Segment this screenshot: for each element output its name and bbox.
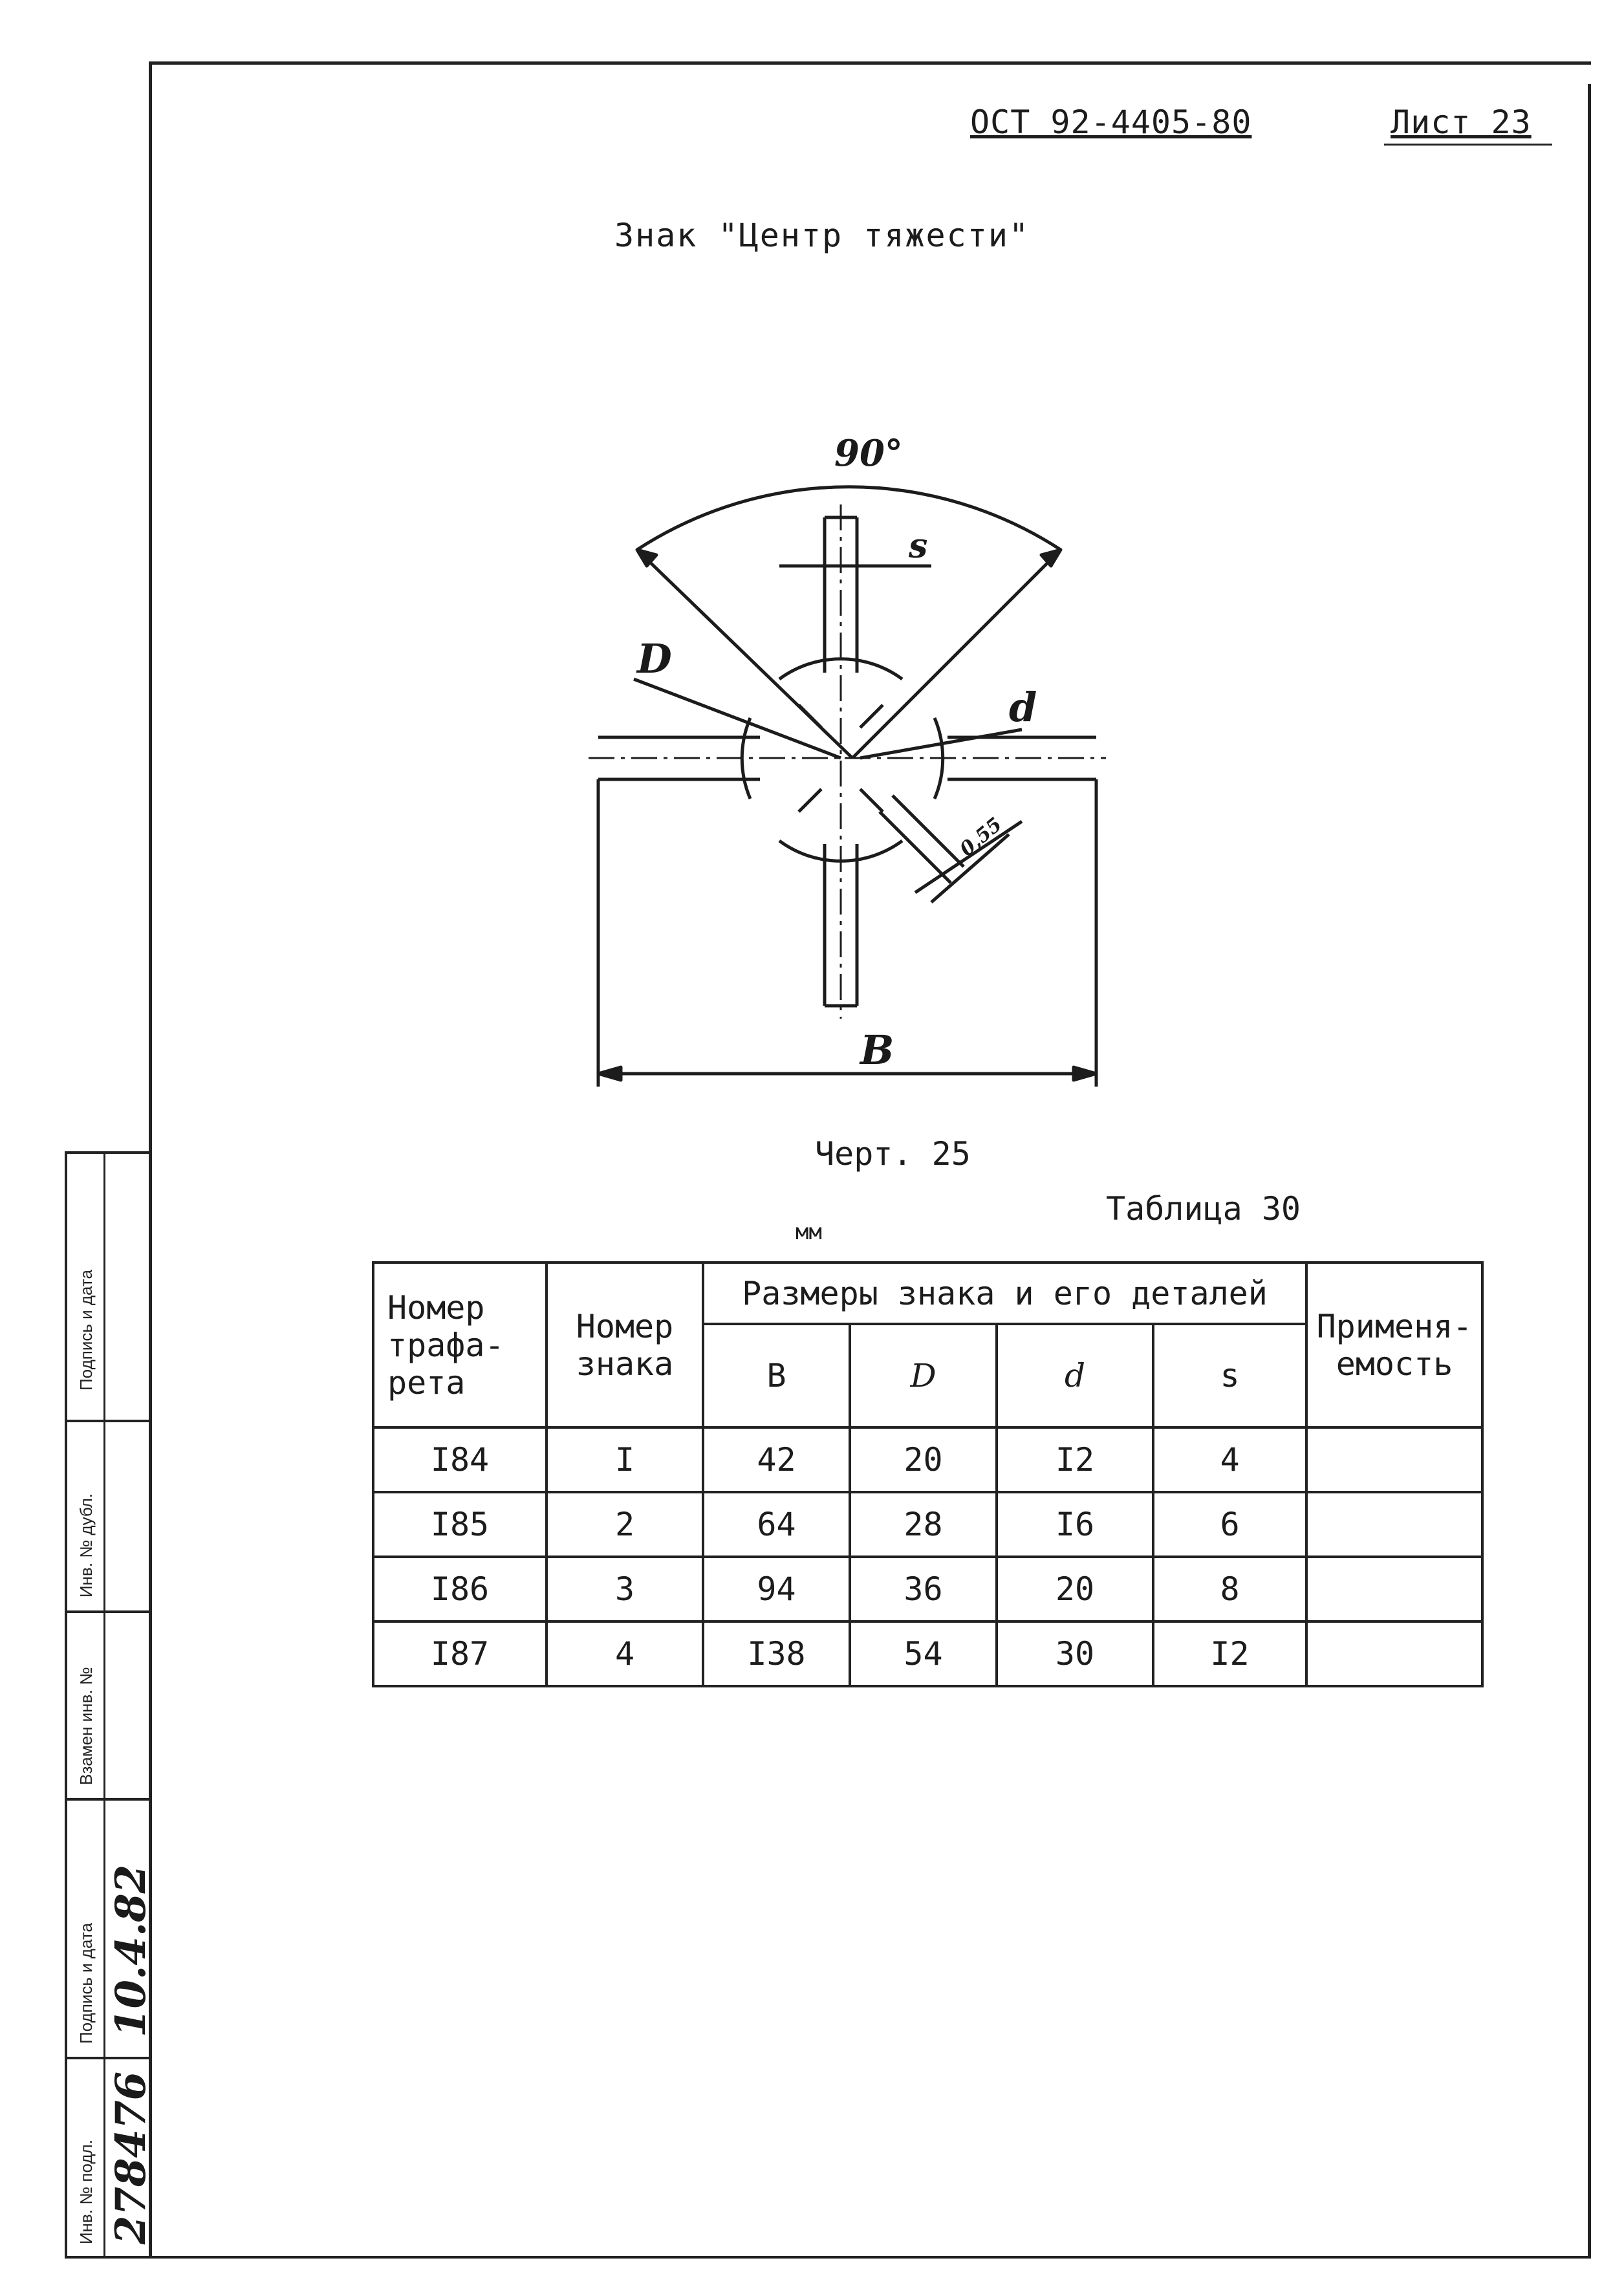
stamp-left-line (65, 1151, 67, 2259)
stamp-mid-line (103, 1151, 105, 2259)
cell-D: 54 (850, 1621, 997, 1686)
header-sign-no: Номер знака (547, 1263, 703, 1427)
label-B: B (860, 1026, 894, 1074)
label-d: d (1009, 684, 1037, 731)
cell-s: 8 (1153, 1557, 1306, 1621)
stamp-sep-2 (65, 1610, 150, 1613)
handwritten-inventory-number: 278476 (107, 2071, 155, 2244)
header-D: D (850, 1324, 997, 1427)
stamp-sep-4 (65, 2057, 150, 2059)
cell-d: 20 (997, 1557, 1153, 1621)
cell-B: 94 (703, 1557, 850, 1621)
cell-applicability (1306, 1492, 1482, 1557)
frame-bottom-line (65, 2256, 1591, 2259)
header-d: d (997, 1324, 1153, 1427)
cell-d: 30 (997, 1621, 1153, 1686)
cell-d: I2 (997, 1427, 1153, 1492)
frame-top-line (149, 61, 1591, 65)
cell-stencil: I86 (373, 1557, 547, 1621)
stamp-sep-1 (65, 1420, 150, 1422)
cell-stencil: I87 (373, 1621, 547, 1686)
header-B: B (703, 1324, 850, 1427)
cell-s: I2 (1153, 1621, 1306, 1686)
cell-applicability (1306, 1427, 1482, 1492)
label-D: D (637, 635, 672, 682)
table-caption: Таблица 30 (1106, 1190, 1301, 1228)
cell-stencil: I84 (373, 1427, 547, 1492)
header-stencil-no: Номер трафа-рета (373, 1263, 547, 1427)
header-applicability: Применя-емость (1306, 1263, 1482, 1427)
cell-sign: 2 (547, 1492, 703, 1557)
frame-right-line (1588, 84, 1591, 2257)
page-title: Знак "Центр тяжести" (614, 217, 1030, 254)
cell-D: 36 (850, 1557, 997, 1621)
stamp-sep-3 (65, 1798, 150, 1801)
sheet-number: Лист 23 (1391, 103, 1532, 141)
stamp-label-replace-inv: Взамен инв. № (76, 1667, 96, 1785)
cell-B: 64 (703, 1492, 850, 1557)
cell-sign: I (547, 1427, 703, 1492)
table-unit: мм (796, 1219, 822, 1245)
cell-applicability (1306, 1621, 1482, 1686)
label-s: s (909, 526, 928, 566)
cell-applicability (1306, 1557, 1482, 1621)
stamp-label-sign-date: Подпись и дата (76, 1922, 96, 2044)
cell-B: 42 (703, 1427, 850, 1492)
handwritten-date: 10.4.82 (107, 1864, 155, 2037)
cell-sign: 3 (547, 1557, 703, 1621)
cell-B: I38 (703, 1621, 850, 1686)
cell-s: 6 (1153, 1492, 1306, 1557)
header-dimensions: Размеры знака и его деталей (703, 1263, 1306, 1324)
cell-sign: 4 (547, 1621, 703, 1686)
cell-D: 28 (850, 1492, 997, 1557)
drawing-caption: Черт. 25 (815, 1135, 971, 1173)
stamp-label-sign-date-top: Подпись и дата (76, 1269, 96, 1391)
spec-table (372, 1261, 1484, 1687)
angle-label: 90° (834, 432, 903, 475)
cell-stencil: I85 (373, 1492, 547, 1557)
table-row (373, 1557, 1482, 1621)
table-row (373, 1621, 1482, 1686)
header-s: s (1153, 1324, 1306, 1427)
stamp-label-dup-inv: Инв. № дубл. (76, 1493, 96, 1598)
cell-D: 20 (850, 1427, 997, 1492)
cell-d: I6 (997, 1492, 1153, 1557)
header-rule (1384, 144, 1552, 146)
center-of-gravity-drawing (569, 401, 1138, 1112)
table-row (373, 1427, 1482, 1492)
cell-s: 4 (1153, 1427, 1306, 1492)
label-055: 0,55 (955, 813, 1007, 862)
stamp-label-orig-inv: Инв. № подл. (76, 2140, 96, 2244)
table-row (373, 1492, 1482, 1557)
stamp-top-line (65, 1151, 150, 1154)
document-code: ОСТ 92-4405-80 (970, 103, 1252, 141)
